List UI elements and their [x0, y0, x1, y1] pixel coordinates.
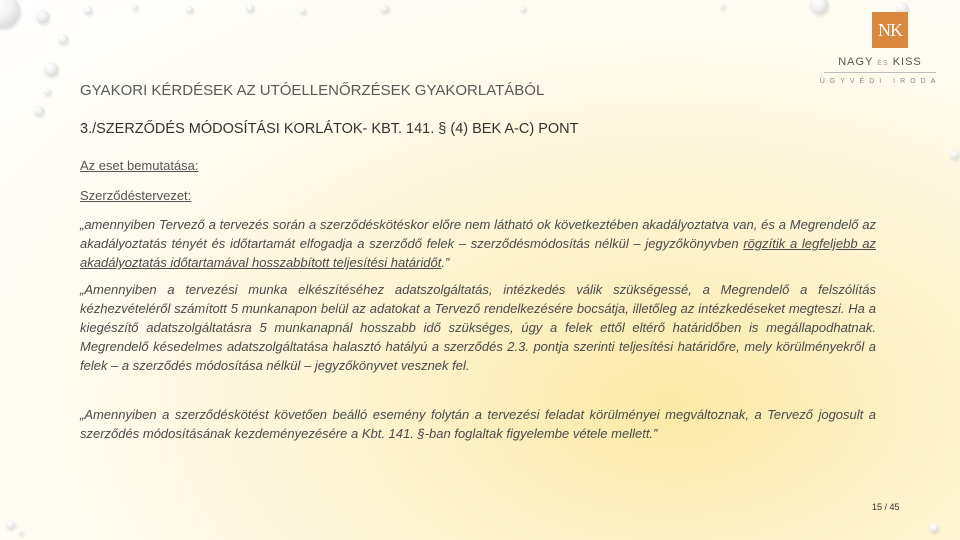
logo-subtitle: ÜGYVÉDI IRODA [819, 78, 941, 85]
water-drop-decoration [380, 4, 389, 13]
logo-name [810, 56, 950, 68]
water-drop-decoration [950, 150, 959, 159]
water-drop-decoration [300, 8, 306, 14]
water-drop-decoration [520, 6, 526, 12]
water-drop-decoration [44, 88, 51, 95]
water-drop-decoration [58, 34, 68, 44]
logo-name-es: ÉS [877, 60, 889, 67]
section-heading: 3./SZERZŐDÉS MÓDOSÍTÁSI KORLÁTOK- KBT. 141. § (4) BEK A-C) PONT [80, 121, 579, 137]
quote-1-end: .” [441, 255, 450, 270]
quote-paragraph-1 [80, 215, 876, 272]
case-label: Az eset bemutatása: [80, 158, 199, 173]
logo-name-left: NAGY [838, 56, 874, 68]
page-number: 15 / 45 [872, 502, 900, 512]
water-drop-decoration [44, 62, 58, 76]
water-drop-decoration [6, 520, 15, 529]
quote-paragraph-3: „Amennyiben a szerződéskötést követően beálló esemény folytán a tervezési feladat körülményei megváltoznak, a Tervező jogosult a szerződés módosításának kezdeményezésére a Kbt. 141. §-ban foglaltak figyelembe vétele mellett.” [80, 407, 876, 441]
water-drop-decoration [930, 524, 938, 532]
water-drop-decoration [132, 4, 138, 10]
quote-1-underlined: rögzítik a legfeljebb az akadályoztatás időtartamával hosszabbított teljesítési határidőt [80, 236, 876, 270]
water-drop-decoration [36, 10, 49, 23]
water-drop-decoration [34, 106, 44, 116]
water-drop-decoration [18, 530, 23, 535]
draft-label: Szerződéstervezet: [80, 188, 192, 203]
logo-name-right: KISS [892, 56, 922, 68]
logo-monogram: NK [872, 12, 908, 48]
water-drop-decoration [246, 4, 254, 12]
water-drop-decoration [720, 4, 725, 9]
water-drop-decoration [0, 0, 20, 28]
water-drop-decoration [84, 6, 92, 14]
company-logo [810, 10, 950, 90]
logo-divider [824, 72, 936, 73]
water-drop-decoration [186, 6, 193, 13]
quote-1-text: „amennyiben Tervező a tervezés során a szerződéskötéskor előre nem látható ok következtében akadályoztatva van, és a Megrendelő az akadályoztatás tényét és időtartamát elfogadja a szerződő felek – szerződésmódosítás nélkül – jegyzőkönyvben [80, 217, 876, 251]
slide-title: GYAKORI KÉRDÉSEK AZ UTÓELLENŐRZÉSEK GYAKORLATÁBÓL [80, 82, 545, 99]
quote-paragraph-2: „Amennyiben a tervezési munka elkészítéséhez adatszolgáltatás, intézkedés válik szükségessé, a Megrendelő a felszólítás kézhezvételéről számított 5 munkanapon belül az adatokat a Tervező rendelkezésére bocsátja, illetőleg az intézkedéseket megteszi. Ha a kiegészítő adatszolgáltatásra 5 munkanapnál hosszabb idő szükséges, úgy a felek ettől eltérő határidőben is megállapodhatnak. Megrendelő késedelmes adatszolgáltatása halasztó hatályú a szerződés 2.3. pontja szerinti teljesítési határidőre, mely körülményekről a felek – a szerződés módosítása nélkül – jegyzőkönyvet vesznek fel. [80, 282, 876, 373]
